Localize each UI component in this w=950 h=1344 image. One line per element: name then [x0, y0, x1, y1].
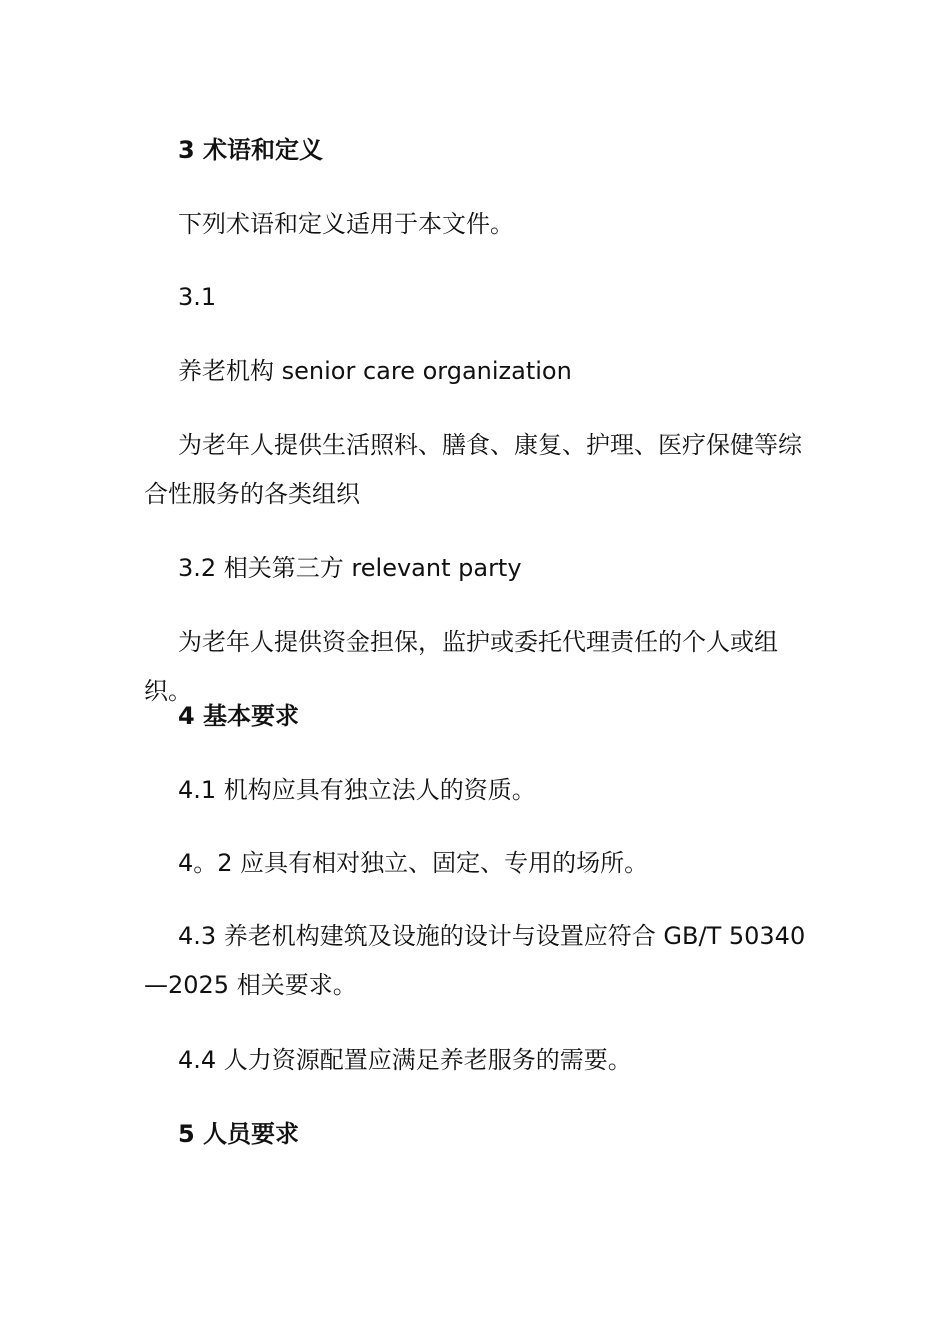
paragraph-terms-intro: 下列术语和定义适用于本文件。 — [178, 210, 514, 238]
section-heading-4: 4 基本要求 — [178, 702, 300, 730]
requirement-4-2: 4。2 应具有相对独立、固定、专用的场所。 — [178, 849, 649, 877]
requirement-4-4: 4.4 人力资源配置应满足养老服务的需要。 — [178, 1046, 632, 1074]
section-heading-5: 5 人员要求 — [178, 1120, 300, 1148]
section-heading-3: 3 术语和定义 — [178, 136, 324, 164]
definition-relevant-party: 为老年人提供资金担保，监护或委托代理责任的个人或组织。 — [144, 628, 778, 705]
definition-senior-care-organization: 为老年人提供生活照料、膳食、康复、护理、医疗保健等综合性服务的各类组织 — [144, 431, 802, 508]
term-senior-care-organization: 养老机构 senior care organization — [178, 357, 572, 385]
requirement-4-3: 4.3 养老机构建筑及设施的设计与设置应符合 GB/T 50340—2025 相关要求。 — [144, 922, 806, 999]
clause-number-3-1: 3.1 — [178, 283, 217, 311]
term-relevant-party: 3.2 相关第三方 relevant party — [178, 554, 522, 582]
requirement-4-1: 4.1 机构应具有独立法人的资质。 — [178, 776, 536, 804]
